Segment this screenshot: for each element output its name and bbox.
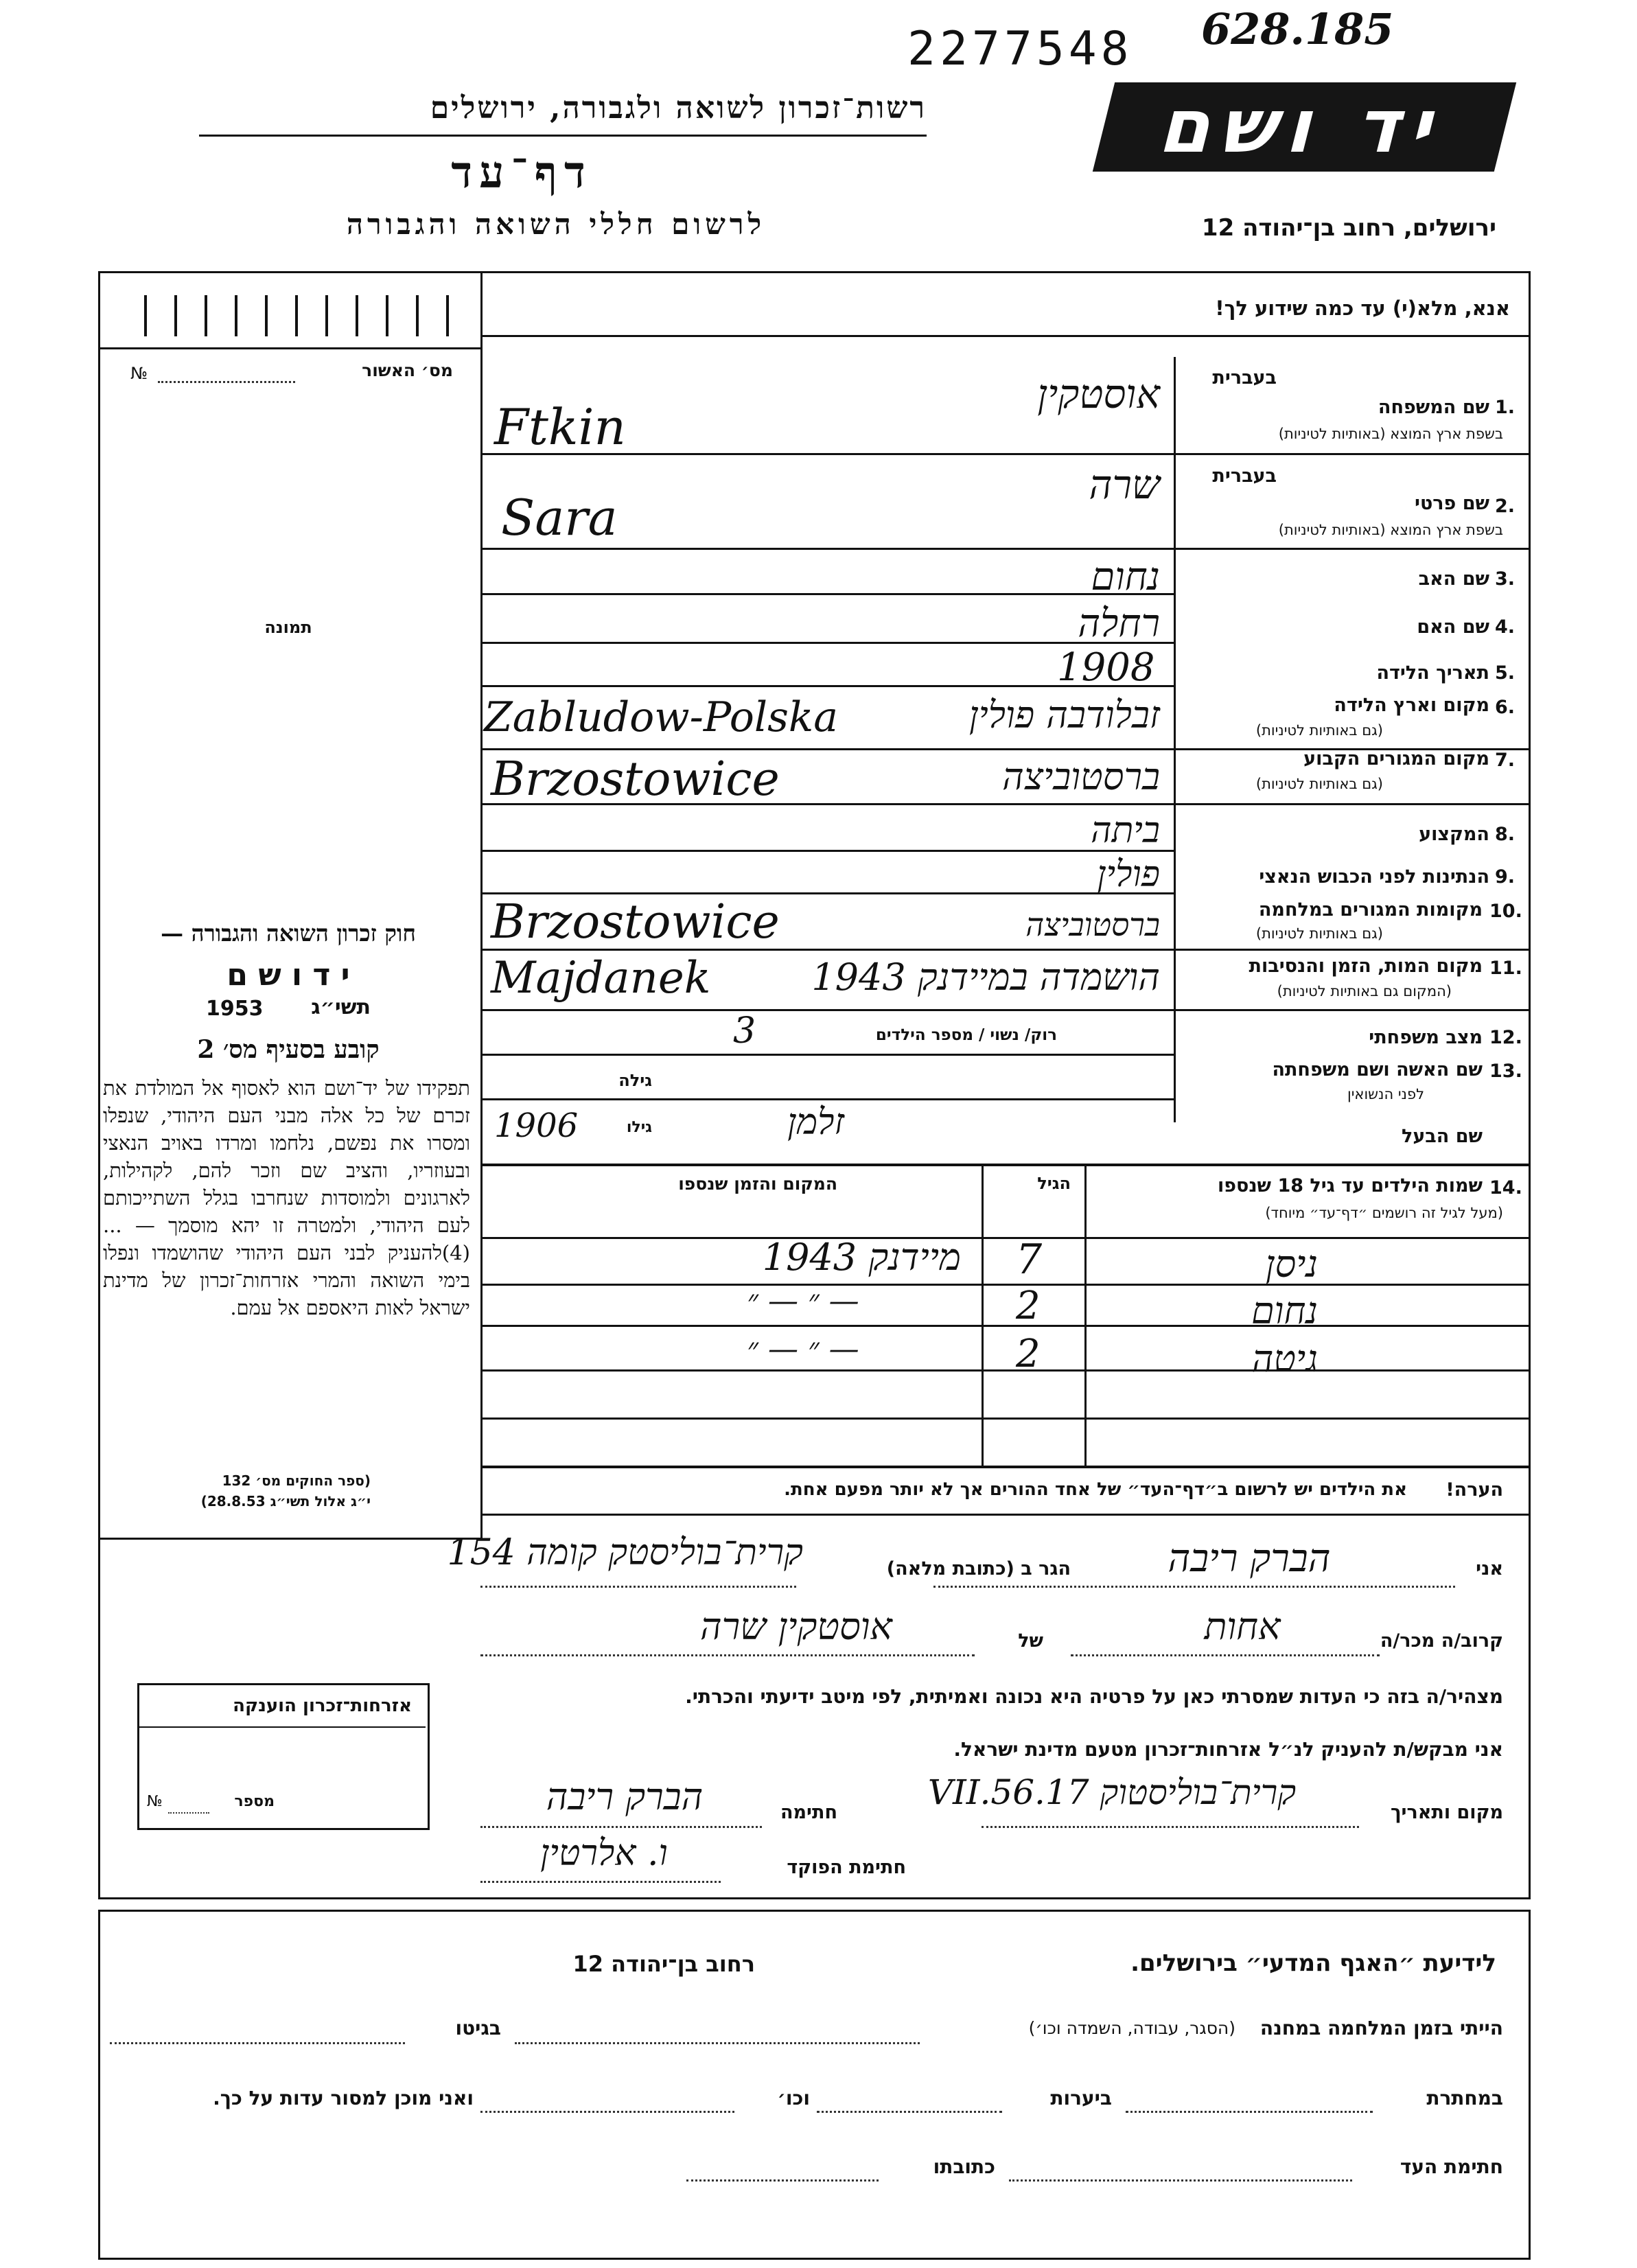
field-1-number: 1. [1495,397,1516,418]
field-10-sub: (גם באותיות לטיניות) [1255,925,1383,942]
family-name-hebrew: אוסטקין [1037,371,1160,417]
residence-hebrew: ברסטוביצה [1002,755,1160,798]
handwritten-file-number: 628.185 [1201,4,1394,54]
wife-age-label: גילה [618,1071,652,1090]
field-4-label: שם האם [1417,616,1489,638]
field-4-number: 4. [1495,616,1516,638]
law-ref-2: י״ג אלול תשי״ג 28.8.53) [200,1493,371,1509]
field-1-tag: בעברית [1212,367,1277,389]
child-3-age: 2 [1016,1332,1041,1376]
approval-ticks [144,295,467,336]
place-date: קרית־בוליסטוק 17.VII.56 [927,1772,1297,1812]
footer-line3-a: חתימת העד [1400,2155,1503,2178]
footer-line1-c: בגיטו [455,2017,501,2039]
yad-vashem-logo: יד ושם [1093,82,1516,172]
declaration-request: אני מבקש/ת להעניק לנ״ל אזרחות־זכרון מטעם מדינת ישראל. [953,1738,1503,1761]
archive-number: 2277548 [907,22,1133,76]
clerk-label: חתימת הפוקד [787,1857,906,1878]
field-2-number: 2. [1495,496,1516,517]
footer-line3-b: כתובתו [933,2155,995,2178]
law-year: 1953 [206,997,264,1021]
field-5-label: תאריך הלידה [1376,662,1489,684]
child-1-place: מיידנק 1943 [762,1236,961,1279]
photo-label: תמונה [264,618,312,637]
child-2-name: נחום [1251,1289,1318,1332]
husband-age-label: גילו [626,1119,652,1136]
nationality: פולין [1097,854,1160,895]
footer-line1-a: הייתי בזמן המלחמה במחנה [1259,2017,1503,2039]
field-6-sub: (גם באותיות לטיניות) [1255,722,1383,739]
law-ref-1: (ספר החוקים מס׳ 132 [222,1472,371,1489]
marital-status-printed: רוק/ נשוי / מספר הילדים [875,1026,1057,1044]
footer-line2-c: וכו׳ [777,2087,810,2109]
stamp-title: אזרחות־זכרון הוענקה [233,1696,412,1716]
field-5-number: 5. [1495,662,1516,684]
header-address: ירושלים, רחוב בן־יהודה 12 [1201,214,1496,242]
field-13-label: שם האשה ושם משפחתה [1272,1059,1483,1080]
approval-label: מס׳ האשור [362,360,453,380]
law-section: קובע בסעיף מס׳ 2 [197,1035,380,1064]
witness-address: קרית־בוליסטק קומה 154 [447,1532,803,1573]
wartime-residence-hebrew: ברסטוביצה [1025,906,1160,943]
declaration-statement: מצהיר/ה בזה כי העדות שמסרתי כאן על פרטיה היא נכונה ואמיתית, לפי מיטב ידיעתי והכרתי. [685,1685,1503,1708]
death-place-hebrew: הושמדה במיידנק 1943 [811,956,1160,999]
field-1-sub: בשפת ארץ המוצא (באותיות לטיניות) [1278,426,1503,442]
child-2-age: 2 [1016,1284,1041,1328]
form-title: דף־עד [451,147,592,198]
law-text: תפקידו של יד־ושם הוא לאסוף אל המולדת את זכרם של כל אלה מבני העם היהודי, שנפלו ומסרו את נפשם, נלחמו ומרדו באויב הנאצי ובעוזריו, והציב שם וזכר להם, לקהילות, לארגונים ולמוסדות שנחרבו בגלל השתייכותם לעם היהודי, ולמטרה זו יהא מוסמך — ...(4)להעניק לבני העם היהודי שהושמדו ונפלו בימי השואה והמרי אזרחות־זכרון של מדינת ישראל לאות היאספם אל עמם. [103,1076,470,1319]
husband-name: זלמן [787,1102,844,1143]
family-name-latin: Ftkin [494,398,626,456]
field-11-number: 11. [1489,958,1522,979]
footer-line2-a: במחתרת [1426,2087,1503,2109]
child-3-place: — ״ — ״ [747,1332,859,1367]
law-year-hebrew: תשי״ג [311,995,371,1019]
footer-line2-b: ביערות [1050,2087,1112,2109]
field-11-sub: (המקום גם באותיות לטיניות) [1277,983,1452,999]
field-10-number: 10. [1489,901,1522,922]
note-text: את הילדים יש לרשום ב״דף־העד״ של אחד ההורים אך לא יותר מפעם אחת. [784,1479,1407,1500]
field-7-label: מקום המגורים הקבוע [1303,748,1489,769]
col-place-header: המקום והזמן שנספו [678,1174,837,1194]
birth-date: 1908 [1057,645,1155,690]
field-3-label: שם האב [1418,568,1489,590]
field-7-number: 7. [1495,750,1516,771]
first-name-hebrew: שרה [1089,461,1160,508]
field-14-number: 14. [1489,1177,1522,1199]
child-3-name: גיטה [1251,1337,1318,1380]
of-label: של [1018,1630,1043,1652]
field-6-number: 6. [1495,697,1516,718]
wartime-residence-latin: Brzostowice [491,895,780,949]
child-1-name: ניסן [1265,1242,1318,1286]
residence-latin: Brzostowice [491,752,780,807]
footer-line2-d: ואני מוכן למסור עדות על כך. [213,2087,474,2109]
signature-label: חתימה [780,1802,837,1823]
footer-title: לידיעת ״האגף המדעי״ בירושלים. [1130,1949,1496,1977]
death-place-latin: Majdanek [491,953,711,1004]
first-name-latin: Sara [501,489,618,546]
field-1-label: שם המשפחה [1378,397,1489,418]
of-name: אוסטקין שרה [700,1605,892,1648]
children-count: 3 [733,1010,756,1052]
field-2-sub: בשפת ארץ המוצא (באותיות לטיניות) [1278,522,1503,538]
children-label: שמות הילדים עד גיל 18 שנספו [1217,1175,1483,1196]
witness-name: הברק ריבה [1168,1536,1331,1581]
field-8-number: 8. [1495,824,1516,845]
footer-address: רחוב בן־יהודה 12 [572,1951,755,1977]
child-1-age: 7 [1016,1236,1043,1284]
field-9-label: הנתינות לפני הכבוש הנאצי [1259,866,1489,888]
field-11-label: מקום המות, הזמן והנסיבות [1249,956,1483,977]
husband-age: 1906 [494,1107,579,1145]
form-subtitle: לרשום חללי השואה והגבורה [346,207,766,241]
declaration-ani: אני [1476,1558,1503,1579]
field-13-sub: לפני הנשואין [1347,1086,1424,1102]
field-12-number: 12. [1489,1027,1522,1048]
law-title: חוק זכרון השואה והגבורה — [161,920,416,947]
note-label: הערה! [1446,1479,1503,1501]
field-8-label: המקצוע [1419,824,1489,845]
mother-name: רחלה [1078,601,1160,646]
col-age-header: הגיל [1037,1174,1071,1193]
intro-text: אנא, מלא(י) עד כמה שידוע לך! [1215,297,1510,320]
field-13-number: 13. [1489,1061,1522,1082]
field-7-sub: (גם באותיות לטיניות) [1255,776,1383,792]
occupation: ביתה [1091,810,1160,851]
field-9-number: 9. [1495,866,1516,888]
footer-line1-b: (הסגר, עבודה, השמדה וכו׳) [1028,2018,1235,2038]
approval-no-sign: № [130,364,148,383]
stamp-no-sign: № [147,1793,163,1810]
witness-signature: הברק ריבה [546,1775,704,1818]
institution-name: רשות־זכרון לשואה ולגבורה, ירושלים [430,91,927,126]
field-3-number: 3. [1495,568,1516,590]
birthplace-latin: Zabludow-Polska [484,693,839,741]
birthplace-hebrew: זבלודבה פולין [968,693,1160,737]
child-2-place: — ״ — ״ [747,1284,859,1319]
field-6-label: מקום וארץ הלידה [1334,695,1489,716]
field-2-label: שם פרטי [1415,493,1489,514]
children-sub: (מעל לגיל זה רושמים ״דף־עד״ מיוחד) [1265,1205,1503,1221]
stamp-number-label: מספר [234,1793,275,1810]
clerk-signature: ו. אלרטין [540,1833,668,1874]
field-12-label: מצב משפחתי [1369,1027,1483,1048]
field-10-label: מקומות המגורים במלחמה [1258,899,1483,921]
father-name: נחום [1091,555,1160,599]
relation: אחות [1204,1605,1281,1648]
relation-label: קרוב/ה מכר/ה [1380,1630,1503,1652]
residing-label: הגר ב (כתובת מלאה) [886,1558,1071,1579]
place-date-label: מקום ותאריך [1390,1802,1503,1823]
husband-label: שם הבעל [1401,1126,1483,1147]
field-2-tag: בעברית [1212,465,1277,487]
law-name: י ד ו ש ם [227,958,350,993]
